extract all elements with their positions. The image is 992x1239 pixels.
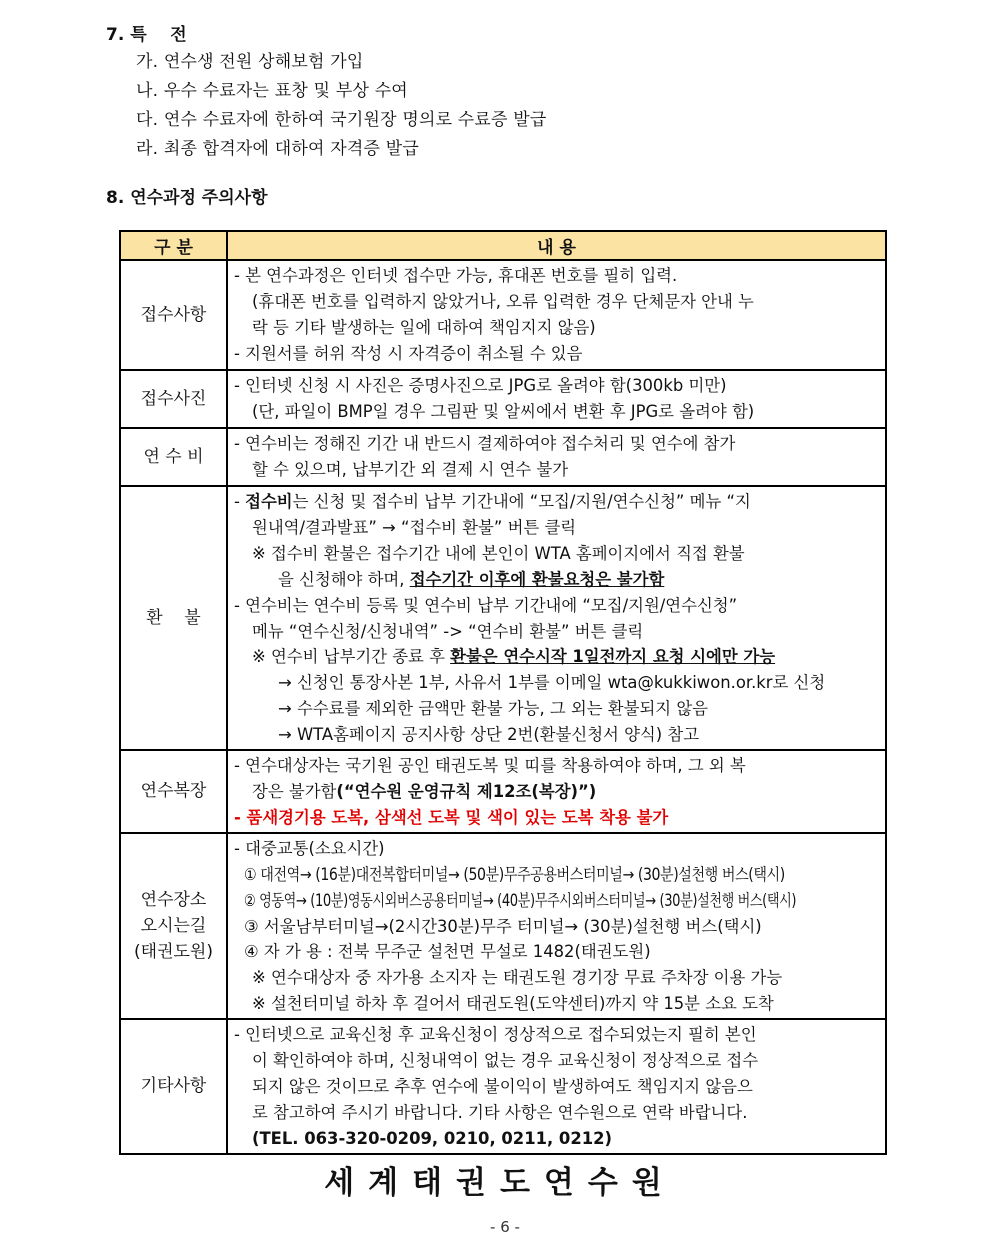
content-line: (단, 파일이 BMP일 경우 그림판 및 알씨에서 변환 후 JPG로 올려야 함)	[252, 401, 755, 421]
content-line: → 수수료를 제외한 금액만 환불 가능, 그 외는 환불되지 않음	[278, 699, 709, 719]
content-line	[234, 567, 881, 593]
table-row-photo	[120, 370, 886, 428]
content-line	[234, 779, 881, 805]
benefit-item: 가. 연수생 전원 상해보험 가입	[136, 52, 364, 72]
content-line: - 연수비는 정해진 기간 내 반드시 결제하여야 접수처리 및 연수에 참가	[234, 434, 736, 453]
section-7-title: 7. 특 전	[106, 25, 187, 45]
content-line	[234, 644, 881, 670]
table-row-fee	[120, 428, 886, 486]
table-row-location	[120, 833, 886, 1019]
content-line: 이 확인하여야 하며, 신청내역이 없는 경우 교육신청이 정상적으로 접수	[252, 1051, 759, 1071]
benefits-list	[136, 48, 547, 164]
content-line: - 본 연수과정은 인터넷 접수만 가능, 휴대폰 번호를 필히 입력.	[234, 266, 678, 285]
category-line: 연수장소	[140, 889, 207, 910]
table-row-uniform	[120, 750, 886, 833]
category-line: (태권도원)	[134, 941, 213, 962]
content-line: - 대중교통(소요시간)	[234, 838, 385, 858]
table-row-etc	[120, 1019, 886, 1154]
content-etc	[227, 1019, 886, 1154]
text: 장은 불가함	[252, 781, 337, 801]
route-line: ③ 서울남부터미널→(2시간30분)무주 터미널→ (30분)설천행 버스(택시)	[244, 916, 762, 936]
content-line: ※ 연수대상자 중 자가용 소지자 는 태권도원 경기장 무료 주차장 이용 가능	[252, 968, 783, 988]
benefit-item: 나. 우수 수료자는 표창 및 부상 수여	[136, 81, 408, 101]
content-line: → WTA홈페이지 공지사항 상단 2번(환불신청서 양식) 참고	[278, 725, 700, 745]
organization-name: 세계태권도연수원	[324, 1165, 676, 1201]
category-etc: 기타사항	[120, 1019, 227, 1154]
content-line: 락 등 기타 발생하는 일에 대하여 책임지지 않음)	[252, 317, 596, 337]
text: 을 신청해야 하며,	[278, 569, 410, 589]
content-line: (휴대폰 번호를 입력하지 않았거나, 오류 입력한 경우 단체문자 안내 누	[252, 291, 754, 311]
warning-line: - 품새경기용 도복, 삼색선 도복 및 색이 있는 도복 착용 불가	[234, 807, 669, 827]
content-line: ※ 접수비 환불은 접수기간 내에 본인이 WTA 홈페이지에서 직접 환불	[252, 543, 745, 563]
content-line: - 지원서를 허위 작성 시 자격증이 취소될 수 있음	[234, 343, 583, 363]
bold-text: (“연수원 운영규칙 제12조(복장)”)	[336, 781, 597, 801]
text: ※ 연수비 납부기간 종료 후	[252, 647, 451, 667]
content-line: 원내역/결과발표” → “접수비 환불” 버튼 클릭	[252, 517, 577, 537]
content-location	[227, 833, 886, 1019]
content-line: - 연수비는 연수비 등록 및 연수비 납부 기간내에 “모집/지원/연수신청”	[234, 595, 738, 615]
content-line: 메뉴 “연수신청/신청내역” -> “연수비 환불” 버튼 클릭	[252, 621, 644, 641]
benefit-item: 다. 연수 수료자에 한하여 국기원장 명의로 수료증 발급	[136, 110, 547, 130]
route-line	[234, 862, 881, 888]
text: -	[234, 492, 246, 511]
content-photo	[227, 370, 886, 428]
underlined-text: 환불은 연수시작 1일전까지 요청 시에만 가능	[450, 647, 776, 667]
category-line: 오시는길	[140, 915, 207, 936]
category-reception: 접수사항	[120, 260, 227, 370]
tel-line: (TEL. 063-320-0209, 0210, 0211, 0212)	[252, 1128, 613, 1148]
content-line: - 인터넷으로 교육신청 후 교육신청이 정상적으로 접수되었는지 필히 본인	[234, 1025, 757, 1045]
table-header-row	[120, 231, 886, 260]
route-line: ④ 자 가 용 : 전북 무주군 설천면 무설로 1482(태권도원)	[244, 942, 651, 962]
content-line: 할 수 있으며, 납부기간 외 결제 시 연수 불가	[252, 459, 569, 479]
content-line: → 신청인 통장사본 1부, 사유서 1부를 이메일 wta@kukkiwon.or.kr로 신청	[278, 673, 826, 693]
category-uniform: 연수복장	[120, 750, 227, 833]
header-category: 구 분	[120, 231, 227, 260]
category-photo: 접수사진	[120, 370, 227, 428]
benefit-item: 라. 최종 합격자에 대하여 자격증 발급	[136, 139, 419, 159]
route-text: ① 대전역→ (16분)대전복합터미널→ (50분)무주공용버스터미널→ (30분)설천행 버스(택시)	[244, 864, 785, 884]
content-fee	[227, 428, 886, 486]
content-uniform	[227, 750, 886, 833]
category-location	[120, 833, 227, 1019]
category-refund: 환 불	[120, 486, 227, 750]
notes-table	[119, 230, 887, 1155]
content-line: - 인터넷 신청 시 사진은 증명사진으로 JPG로 올려야 함(300kb 미만)	[234, 376, 727, 395]
route-text: ② 영동역→ (10분)영동시외버스공용터미널→ (40분)무주시외버스터미널→ (30분)설천행 버스(택시)	[244, 890, 797, 910]
table-row-reception	[120, 260, 886, 370]
content-refund	[227, 486, 886, 750]
route-line	[234, 888, 881, 914]
content-line	[234, 489, 881, 515]
content-line: ※ 설천터미널 하차 후 걸어서 태권도원(도약센터)까지 약 15분 소요 도착	[252, 994, 774, 1014]
content-line: 되지 않은 것이므로 추후 연수에 불이익이 발생하여도 책임지지 않음으	[252, 1076, 753, 1096]
table-row-refund	[120, 486, 886, 750]
content-line: 로 참고하여 주시기 바랍니다. 기타 사항은 연수원으로 연락 바랍니다.	[252, 1102, 748, 1122]
bold-text: 접수비	[245, 492, 293, 511]
header-content: 내 용	[227, 231, 886, 260]
page-number: - 6 -	[490, 1218, 520, 1236]
content-line: - 연수대상자는 국기원 공인 태권도복 및 띠를 착용하여야 하며, 그 외 복	[234, 756, 746, 776]
text: 는 신청 및 접수비 납부 기간내에 “모집/지원/연수신청” 메뉴 “지	[292, 492, 751, 511]
underlined-text: 접수기간 이후에 환불요청은 불가함	[409, 569, 665, 589]
content-reception	[227, 260, 886, 370]
section-8-title: 8. 연수과정 주의사항	[106, 188, 268, 208]
category-fee: 연 수 비	[120, 428, 227, 486]
